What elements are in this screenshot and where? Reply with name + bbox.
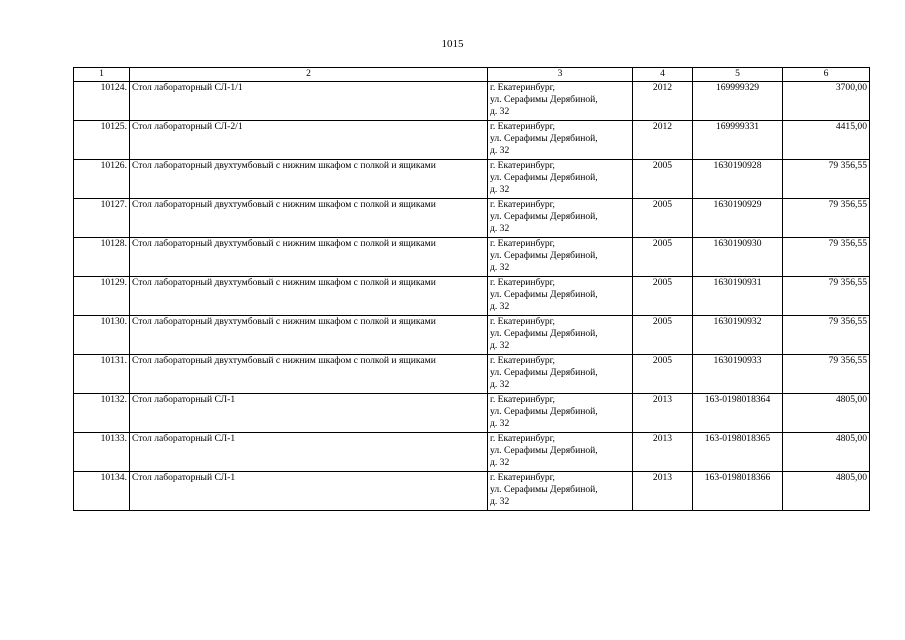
row-number: 10125.	[74, 121, 130, 160]
address-line: д. 32	[490, 340, 510, 351]
address-line: г. Екатеринбург,	[490, 121, 555, 132]
item-address	[488, 394, 633, 433]
row-number: 10133.	[74, 433, 130, 472]
item-address	[488, 316, 633, 355]
item-cost: 79 356,55	[783, 160, 870, 199]
item-address	[488, 82, 633, 121]
address-line: д. 32	[490, 145, 510, 156]
item-cost: 4805,00	[783, 472, 870, 511]
inventory-number: 1630190931	[693, 277, 783, 316]
item-cost: 4415,00	[783, 121, 870, 160]
row-number: 10124.	[74, 82, 130, 121]
row-number: 10128.	[74, 238, 130, 277]
address-line: г. Екатеринбург,	[490, 82, 555, 93]
inventory-number: 1630190929	[693, 199, 783, 238]
address-line: ул. Серафимы Дерябиной,	[490, 94, 598, 105]
address-line: г. Екатеринбург,	[490, 316, 555, 327]
item-cost: 4805,00	[783, 394, 870, 433]
address-line: ул. Серафимы Дерябиной,	[490, 328, 598, 339]
item-cost: 79 356,55	[783, 277, 870, 316]
address-line: г. Екатеринбург,	[490, 394, 555, 405]
address-line: г. Екатеринбург,	[490, 433, 555, 444]
row-number: 10126.	[74, 160, 130, 199]
address-line: ул. Серафимы Дерябиной,	[490, 445, 598, 456]
table-row	[74, 160, 870, 199]
address-line: д. 32	[490, 496, 510, 507]
item-address	[488, 433, 633, 472]
inventory-number: 163-0198018365	[693, 433, 783, 472]
address-line: г. Екатеринбург,	[490, 472, 555, 483]
item-cost: 3700,00	[783, 82, 870, 121]
inventory-number: 169999329	[693, 82, 783, 121]
address-line: д. 32	[490, 301, 510, 312]
column-header: 6	[783, 68, 870, 82]
inventory-number: 1630190933	[693, 355, 783, 394]
item-cost: 4805,00	[783, 433, 870, 472]
address-line: г. Екатеринбург,	[490, 277, 555, 288]
inventory-number: 1630190930	[693, 238, 783, 277]
item-cost: 79 356,55	[783, 355, 870, 394]
column-header: 4	[633, 68, 693, 82]
address-line: ул. Серафимы Дерябиной,	[490, 484, 598, 495]
item-name: Стол лабораторный СЛ-1	[130, 433, 488, 472]
item-name: Стол лабораторный двухтумбовый с нижним шкафом с полкой и ящиками	[130, 160, 488, 199]
address-line: д. 32	[490, 262, 510, 273]
table-row	[74, 355, 870, 394]
row-number: 10127.	[74, 199, 130, 238]
item-year: 2005	[633, 316, 693, 355]
page-number: 1015	[441, 38, 464, 50]
address-line: ул. Серафимы Дерябиной,	[490, 367, 598, 378]
item-address	[488, 277, 633, 316]
item-year: 2005	[633, 160, 693, 199]
item-cost: 79 356,55	[783, 316, 870, 355]
item-cost: 79 356,55	[783, 238, 870, 277]
item-name: Стол лабораторный двухтумбовый с нижним шкафом с полкой и ящиками	[130, 199, 488, 238]
address-line: г. Екатеринбург,	[490, 199, 555, 210]
item-address	[488, 472, 633, 511]
address-line: ул. Серафимы Дерябиной,	[490, 211, 598, 222]
address-line: д. 32	[490, 184, 510, 195]
address-line: ул. Серафимы Дерябиной,	[490, 289, 598, 300]
column-number-row	[74, 68, 870, 82]
table-row	[74, 472, 870, 511]
item-year: 2005	[633, 199, 693, 238]
address-line: д. 32	[490, 457, 510, 468]
address-line: ул. Серафимы Дерябиной,	[490, 172, 598, 183]
item-name: Стол лабораторный двухтумбовый с нижним шкафом с полкой и ящиками	[130, 316, 488, 355]
address-line: г. Екатеринбург,	[490, 160, 555, 171]
item-name: Стол лабораторный СЛ-1	[130, 472, 488, 511]
item-address	[488, 199, 633, 238]
row-number: 10130.	[74, 316, 130, 355]
item-address	[488, 355, 633, 394]
property-table	[73, 67, 870, 511]
address-line: д. 32	[490, 223, 510, 234]
table-row	[74, 82, 870, 121]
item-address	[488, 238, 633, 277]
address-line: д. 32	[490, 418, 510, 429]
item-address	[488, 121, 633, 160]
item-name: Стол лабораторный двухтумбовый с нижним шкафом с полкой и ящиками	[130, 355, 488, 394]
address-line: г. Екатеринбург,	[490, 238, 555, 249]
item-name: Стол лабораторный СЛ-1/1	[130, 82, 488, 121]
row-number: 10134.	[74, 472, 130, 511]
inventory-number: 1630190928	[693, 160, 783, 199]
address-line: г. Екатеринбург,	[490, 355, 555, 366]
item-name: Стол лабораторный двухтумбовый с нижним шкафом с полкой и ящиками	[130, 277, 488, 316]
item-year: 2013	[633, 472, 693, 511]
item-name: Стол лабораторный СЛ-2/1	[130, 121, 488, 160]
inventory-number: 163-0198018366	[693, 472, 783, 511]
item-year: 2005	[633, 277, 693, 316]
item-year: 2012	[633, 121, 693, 160]
address-line: ул. Серафимы Дерябиной,	[490, 250, 598, 261]
item-year: 2013	[633, 433, 693, 472]
table-row	[74, 433, 870, 472]
item-year: 2013	[633, 394, 693, 433]
address-line: ул. Серафимы Дерябиной,	[490, 133, 598, 144]
inventory-number: 1630190932	[693, 316, 783, 355]
address-line: д. 32	[490, 106, 510, 117]
item-year: 2005	[633, 238, 693, 277]
address-line: д. 32	[490, 379, 510, 390]
column-header: 5	[693, 68, 783, 82]
column-header: 3	[488, 68, 633, 82]
row-number: 10129.	[74, 277, 130, 316]
item-year: 2005	[633, 355, 693, 394]
column-header: 2	[130, 68, 488, 82]
inventory-number: 169999331	[693, 121, 783, 160]
row-number: 10132.	[74, 394, 130, 433]
item-name: Стол лабораторный СЛ-1	[130, 394, 488, 433]
row-number: 10131.	[74, 355, 130, 394]
table-row	[74, 316, 870, 355]
address-line: ул. Серафимы Дерябиной,	[490, 406, 598, 417]
table-row	[74, 121, 870, 160]
table-row	[74, 394, 870, 433]
table-row	[74, 199, 870, 238]
column-header: 1	[74, 68, 130, 82]
table-row	[74, 277, 870, 316]
item-cost: 79 356,55	[783, 199, 870, 238]
inventory-number: 163-0198018364	[693, 394, 783, 433]
item-year: 2012	[633, 82, 693, 121]
table-row	[74, 238, 870, 277]
item-name: Стол лабораторный двухтумбовый с нижним шкафом с полкой и ящиками	[130, 238, 488, 277]
item-address	[488, 160, 633, 199]
